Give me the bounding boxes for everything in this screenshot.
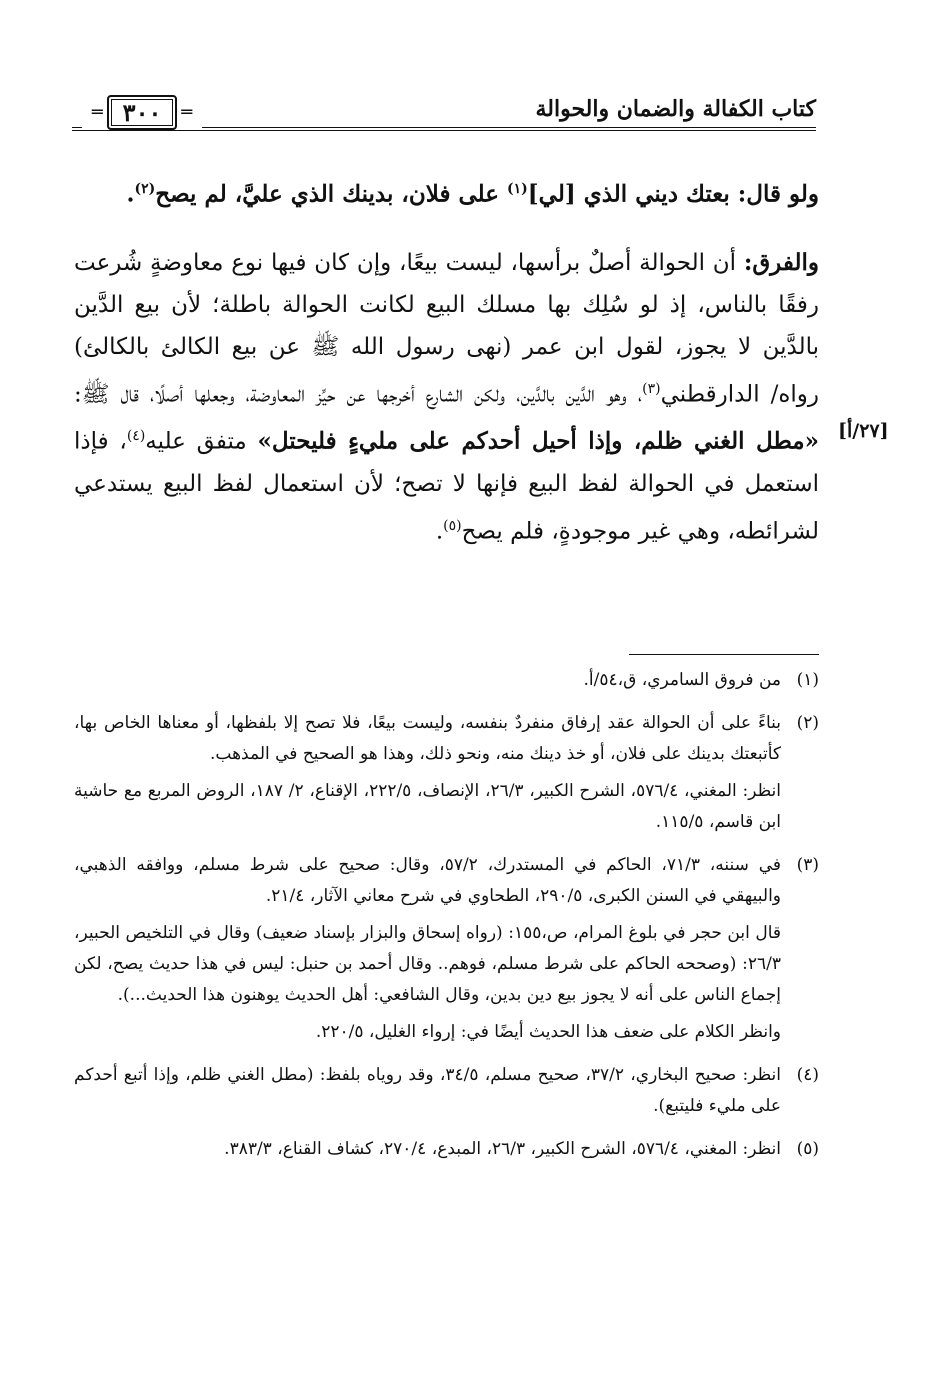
footnote-number: (١) xyxy=(796,670,819,690)
ornament-left: ═ xyxy=(181,101,193,123)
footnote-ref-3: (٣) xyxy=(642,380,661,397)
footnote-para: قال ابن حجر في بلوغ المرام، ص،١٥٥: (رواه إسحاق والبزار بإسناد ضعيف) وقال في التلخيص الحبير، ٢٦/٣: (وصححه الحاكم على شرط مسلم، فوهم.. وقال أحمد بن حنبل: ليس في هذا حديث يصح، لكن إجماع الناس على أنه لا يجوز بيع دين بدين، وقال الشافعي: أهل الحديث يوهنون هذا الحديث...). xyxy=(74,923,781,1005)
text-span: ولو قال: بعتك ديني الذي [لي] xyxy=(527,180,819,208)
page-number-box xyxy=(82,94,202,130)
footnote-3 xyxy=(74,850,819,1054)
footnote-4 xyxy=(74,1060,819,1128)
footnote-ref-5: (٥) xyxy=(443,517,462,534)
text-span: ، فإذا استعمل في الحوالة لفظ البيع فإنها لا تصح؛ لأن استعمال لفظ البيع يستدعي لشرائطه، وهي غير موجودةٍ، فلم يصح xyxy=(74,428,819,545)
footnote-number: (٣) xyxy=(796,855,819,875)
footnote-text xyxy=(74,850,781,1054)
footnote-text xyxy=(74,1060,781,1128)
footnote-1 xyxy=(74,665,819,702)
footnote-separator xyxy=(629,654,819,655)
footnote-ref-1: (١) xyxy=(506,181,528,197)
running-header xyxy=(72,94,816,134)
footnote-text xyxy=(74,708,781,844)
footnote-para: انظر: المغني، ٥٧٦/٤، الشرح الكبير، ٢٦/٣، الإنصاف، ٢٢٢/٥، الإقناع، ٢/ ١٨٧، الروض المربع مع حاشية ابن قاسم، ١١٥/٥. xyxy=(74,781,781,832)
paragraph-1 xyxy=(74,168,819,216)
footnote-2 xyxy=(74,708,819,844)
text-span: . xyxy=(126,180,135,208)
page-number: ٣٠٠ xyxy=(107,95,178,130)
footnote-para: انظر: صحيح البخاري، ٣٧/٢، صحيح مسلم، ٣٤/٥، وقد روياه بلفظ: (مطل الغني ظلم، وإذا أتبع أحدكم على مليء فليتبع). xyxy=(74,1065,781,1116)
manuscript-folio-ref: [٢٧/أ] xyxy=(838,420,889,442)
term-lead: والفرق: xyxy=(743,248,819,276)
paragraph-2 xyxy=(74,242,819,553)
hadith-quote: «مطل الغني ظلم، وإذا أحيل أحدكم على مليءٍ فليحتل» xyxy=(257,427,820,455)
footnote-ref-4: (٤) xyxy=(126,428,146,445)
footnote-ref-2: (٢) xyxy=(134,181,156,197)
footnotes xyxy=(74,654,819,1177)
ornament-right: ═ xyxy=(91,101,103,123)
footnote-text xyxy=(74,1134,781,1171)
footnote-para: في سننه، ٧١/٣، الحاكم في المستدرك، ٥٧/٢، وقال: صحيح على شرط مسلم، ووافقه الذهبي، والبيهقي في السنن الكبرى، ٢٩٠/٥، الطحاوي في شرح معاني الآثار، ٢١/٤. xyxy=(74,855,781,906)
footnote-5 xyxy=(74,1134,819,1171)
text-span: . xyxy=(435,518,444,545)
text-span: على فلان، بدينك الذي عليَّ، لم يصح xyxy=(155,180,507,208)
footnote-number: (٥) xyxy=(796,1139,819,1159)
footnote-number: (٢) xyxy=(796,713,819,733)
footnote-text xyxy=(74,665,781,702)
book-title: كتاب الكفالة والضمان والحوالة xyxy=(529,96,816,122)
footnote-number: (٤) xyxy=(796,1065,819,1085)
footnote-para: وانظر الكلام على ضعف هذا الحديث أيضًا في: إرواء الغليل، ٢٢٠/٥. xyxy=(315,1022,781,1042)
text-span: أن الحوالة أصلٌ برأسها، ليست بيعًا، وإن كان فيها نوع معاوضةٍ شُرعت رفقًا بالناس، إذ لو سُلِك بها مسلك البيع لكانت الحوالة باطلة؛ لأن بيع الدَّين بالدَّين لا يجوز، لقول ابن عمر (نهى رسول الله ﷺ عن بيع الكالئ بالكالئ) رواه/ الدارقطني xyxy=(74,249,820,408)
footnote-para: بناءً على أن الحوالة عقد إرفاق منفردٌ بنفسه، وليست بيعًا، فلا تصح إلا بلفظها، أو معناها الخاص بها، كأتبعتك بدينك على فلان، أو خذ دينك منه، ونحو ذلك، وهذا هو الصحيح في المذهب. xyxy=(74,713,781,764)
text-span: ، وهو الدَّين بالدَّين، ولكن الشارع أخرجها عن حيِّز المعاوضة، وجعلها أصلًا، قال ﷺ: xyxy=(74,381,643,408)
text-span: متفق عليه xyxy=(145,428,258,455)
footnote-para: من فروق السامري، ق،٥٤/أ. xyxy=(583,670,781,690)
footnote-para: انظر: المغني، ٥٧٦/٤، الشرح الكبير، ٢٦/٣، المبدع، ٢٧٠/٤، كشاف القناع، ٣٨٣/٣. xyxy=(224,1139,781,1159)
main-text xyxy=(74,168,819,553)
